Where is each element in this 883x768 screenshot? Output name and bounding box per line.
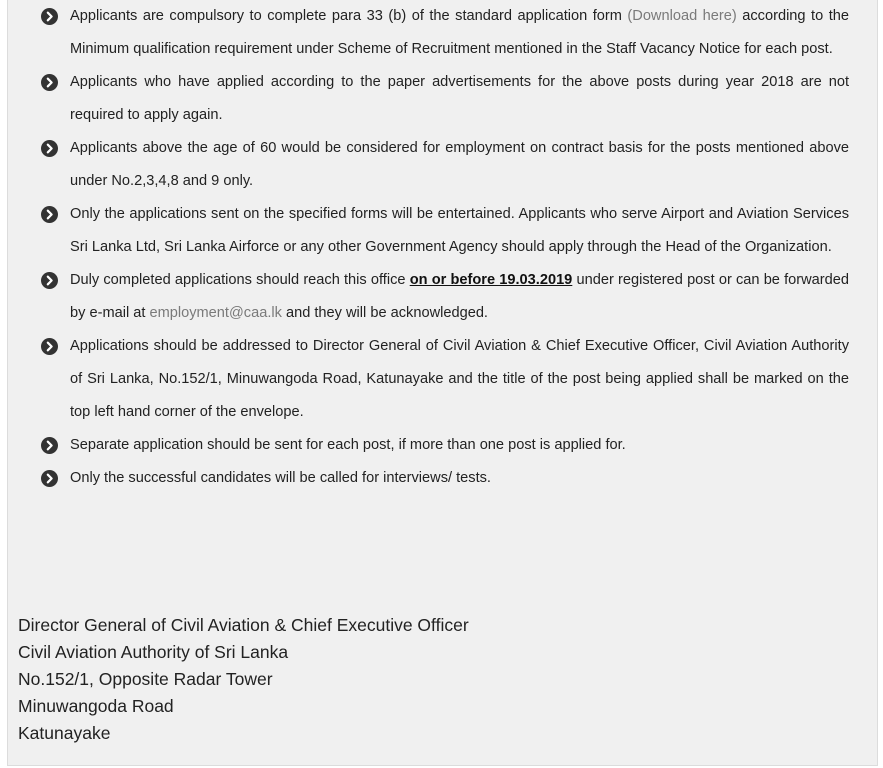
postal-address: [18, 612, 469, 747]
email-link[interactable]: employment@caa.lk: [149, 305, 282, 321]
list-item: [41, 330, 849, 429]
address-line: Minuwangoda Road: [18, 696, 174, 716]
chevron-circle-right-icon: [41, 437, 58, 454]
item-text: and they will be acknowledged.: [281, 305, 488, 321]
chevron-circle-right-icon: [41, 74, 58, 91]
address-line: Civil Aviation Authority of Sri Lanka: [18, 642, 289, 662]
list-item: [41, 66, 849, 132]
item-text: Applicants who have applied according to the paper advertisements for the above posts during year 2018 are not required to apply again.: [70, 74, 849, 123]
item-text: Only the applications sent on the specified forms will be entertained. Applicants who serve Airport and Aviation Services Sri Lanka Ltd, Sri Lanka Airforce or any other Government Agency should apply through the Head of the Organization.: [70, 206, 849, 255]
chevron-circle-right-icon: [41, 338, 58, 355]
list-item: [41, 198, 849, 264]
instructions-list: [41, 0, 849, 495]
list-item: [41, 429, 849, 462]
address-line: Katunayake: [18, 723, 111, 743]
item-text: under registered post or can be forwarded by e-mail at: [70, 272, 850, 321]
list-item: [41, 264, 849, 330]
address-line: No.152/1, Opposite Radar Tower: [18, 669, 273, 689]
chevron-circle-right-icon: [41, 206, 58, 223]
address-line: Director General of Civil Aviation & Chief Executive Officer: [18, 615, 469, 635]
item-text: Only the successful candidates will be called for interviews/ tests.: [70, 470, 491, 486]
list-item: [41, 132, 849, 198]
chevron-circle-right-icon: [41, 8, 58, 25]
chevron-circle-right-icon: [41, 272, 58, 289]
item-text: according to the Minimum qualification requirement under Scheme of Recruitment mentioned in the Staff Vacancy Notice for each post.: [70, 8, 850, 57]
content-panel: [7, 0, 878, 766]
item-text: Separate application should be sent for each post, if more than one post is applied for.: [70, 437, 626, 453]
item-text: Applications should be addressed to Director General of Civil Aviation & Chief Executive Officer, Civil Aviation Authority of Sri Lanka, No.152/1, Minuwangoda Road, Katunayake and the title of the post being applied shall be marked on the top left hand corner of the envelope.: [70, 338, 849, 420]
list-item: [41, 462, 849, 495]
chevron-circle-right-icon: [41, 470, 58, 487]
download-link[interactable]: (Download here): [627, 8, 737, 24]
deadline-text: on or before 19.03.2019: [409, 272, 573, 288]
item-text: Applicants are compulsory to complete para 33 (b) of the standard application form: [70, 8, 628, 24]
item-text: Duly completed applications should reach this office: [70, 272, 410, 288]
chevron-circle-right-icon: [41, 140, 58, 157]
list-item: [41, 0, 849, 66]
item-text: Applicants above the age of 60 would be considered for employment on contract basis for the posts mentioned above under No.2,3,4,8 and 9 only.: [70, 140, 849, 189]
